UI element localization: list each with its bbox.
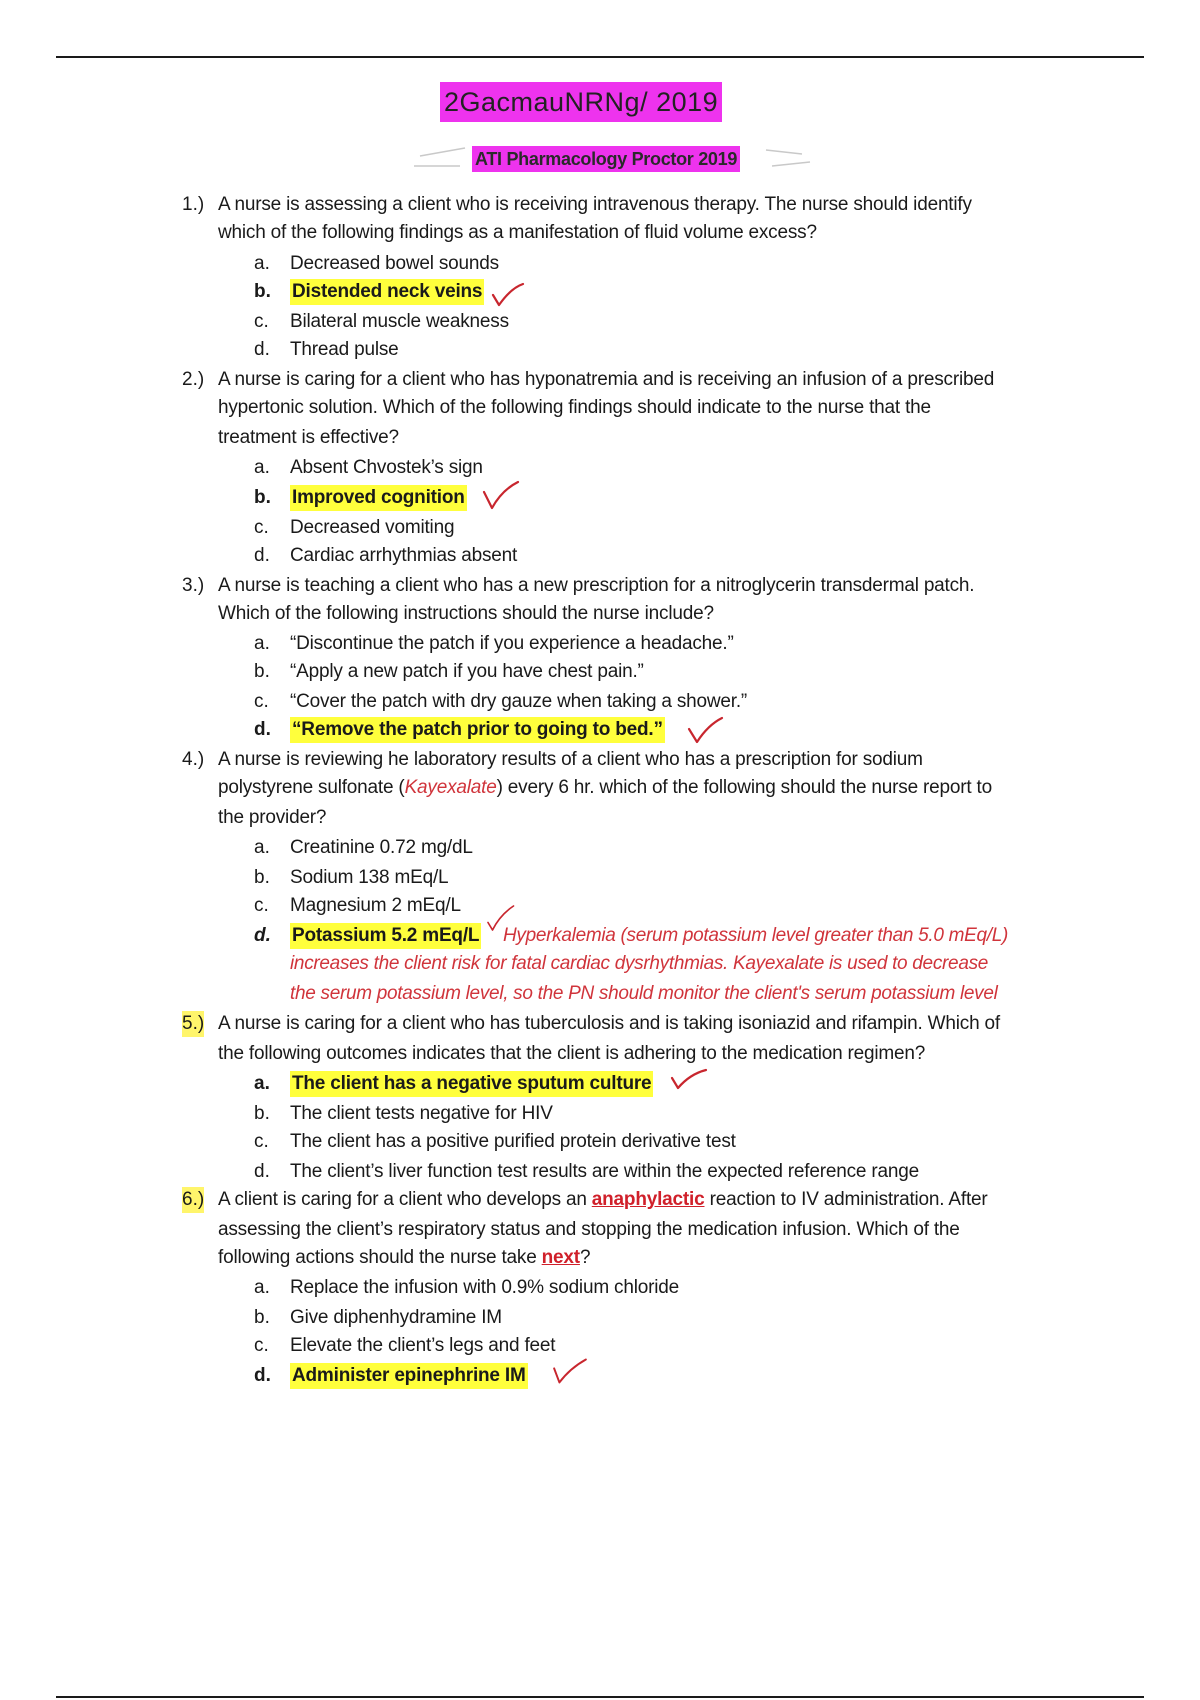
option-letter: c. [254, 895, 269, 916]
correct-answer: Administer epinephrine IM [290, 1363, 528, 1389]
option-text: Decreased bowel sounds [290, 253, 499, 274]
option-text: Decreased vomiting [290, 517, 455, 538]
question-number: 5.) [182, 1011, 204, 1037]
option-text: “Cover the patch with dry gauze when taking a shower.” [290, 691, 748, 712]
rationale-text: Hyperkalemia (serum potassium level greater than 5.0 mEq/L) [503, 925, 1009, 946]
option-letter: b. [254, 661, 270, 682]
option-text: Bilateral muscle weakness [290, 311, 509, 332]
correct-answer: Potassium 5.2 mEq/L [290, 923, 481, 949]
option-letter: a. [254, 1277, 270, 1298]
question-text: treatment is effective? [218, 427, 399, 448]
bottom-rule [56, 1696, 1144, 1698]
question-text: A nurse is teaching a client who has a new prescription for a nitroglycerin transdermal patch. [218, 575, 975, 596]
correct-answer: Distended neck veins [290, 279, 484, 305]
question-text: A client is caring for a client who develops an anaphylactic reaction to IV administration. After [218, 1189, 988, 1210]
correct-answer: “Remove the patch prior to going to bed.” [290, 717, 665, 743]
question-text: which of the following findings as a manifestation of fluid volume excess? [218, 222, 817, 243]
option-letter: d. [254, 925, 271, 946]
correct-answer: Improved cognition [290, 485, 467, 511]
correct-answer: The client has a negative sputum culture [290, 1071, 653, 1097]
drug-name: Kayexalate [404, 777, 497, 798]
checkmark-icon [668, 1066, 708, 1096]
question-text: hypertonic solution. Which of the following findings should indicate to the nurse that the [218, 397, 931, 418]
document-subtitle: ATI Pharmacology Proctor 2019 [472, 146, 740, 172]
option-text: Sodium 138 mEq/L [290, 867, 449, 888]
emphasized-word: next [541, 1247, 580, 1268]
option-letter: a. [254, 1073, 270, 1094]
option-letter: b. [254, 281, 271, 302]
option-letter: a. [254, 253, 270, 274]
question-number: 6.) [182, 1187, 204, 1213]
emphasized-word: anaphylactic [591, 1189, 705, 1210]
question-number: 3.) [182, 575, 205, 596]
option-text: Cardiac arrhythmias absent [290, 545, 518, 566]
option-text: Replace the infusion with 0.9% sodium chloride [290, 1277, 679, 1298]
option-letter: c. [254, 691, 269, 712]
option-text: Elevate the client’s legs and feet [290, 1335, 556, 1356]
question-text: A nurse is reviewing he laboratory results of a client who has a prescription for sodium [218, 749, 923, 770]
top-rule [56, 56, 1144, 58]
question-text: following actions should the nurse take next? [218, 1247, 591, 1268]
option-text: The client has a positive purified protein derivative test [290, 1131, 736, 1152]
option-letter: d. [254, 1161, 270, 1182]
option-letter: c. [254, 1335, 269, 1356]
question-number: 2.) [182, 369, 205, 390]
option-letter: d. [254, 1365, 271, 1386]
option-text: “Apply a new patch if you have chest pain.” [290, 661, 644, 682]
option-letter: c. [254, 517, 269, 538]
option-text: Creatinine 0.72 mg/dL [290, 837, 473, 858]
question-text: A nurse is assessing a client who is receiving intravenous therapy. The nurse should identify [218, 194, 972, 215]
option-text: Give diphenhydramine IM [290, 1307, 502, 1328]
question-text: Which of the following instructions should the nurse include? [218, 603, 714, 624]
checkmark-icon [550, 1356, 590, 1386]
option-letter: a. [254, 457, 270, 478]
option-letter: b. [254, 487, 271, 508]
question-text: A nurse is caring for a client who has tuberculosis and is taking isoniazid and rifampin. Which of [218, 1013, 1000, 1034]
question-text: the following outcomes indicates that the client is adhering to the medication regimen? [218, 1043, 926, 1064]
subtitle-right-decoration [762, 142, 822, 176]
option-text: “Discontinue the patch if you experience a headache.” [290, 633, 734, 654]
question-text: the provider? [218, 807, 327, 828]
checkmark-icon [489, 280, 529, 310]
checkmark-icon [480, 480, 520, 510]
option-letter: b. [254, 1103, 270, 1124]
question-number: 1.) [182, 194, 205, 215]
question-number: 4.) [182, 749, 205, 770]
option-text: The client tests negative for HIV [290, 1103, 553, 1124]
option-text: Absent Chvostek’s sign [290, 457, 483, 478]
question-text: A nurse is caring for a client who has hyponatremia and is receiving an infusion of a prescribed [218, 369, 995, 390]
checkmark-icon [686, 715, 726, 745]
document-title: 2GacmauNRNg/ 2019 [440, 82, 722, 122]
option-letter: c. [254, 1131, 269, 1152]
option-letter: c. [254, 311, 269, 332]
rationale-text: the serum potassium level, so the PN should monitor the client's serum potassium level [290, 983, 998, 1004]
question-text: polystyrene sulfonate (Kayexalate) every 6 hr. which of the following should the nurse report to [218, 777, 992, 798]
option-letter: d. [254, 719, 271, 740]
question-text: assessing the client’s respiratory status and stopping the medication infusion. Which of the [218, 1219, 960, 1240]
option-letter: d. [254, 339, 270, 360]
option-letter: d. [254, 545, 270, 566]
option-letter: a. [254, 633, 270, 654]
option-text: Magnesium 2 mEq/L [290, 895, 461, 916]
option-text: Thread pulse [290, 339, 399, 360]
option-letter: b. [254, 1307, 270, 1328]
option-letter: b. [254, 867, 270, 888]
option-text: The client’s liver function test results are within the expected reference range [290, 1161, 919, 1182]
option-letter: a. [254, 837, 270, 858]
rationale-text: increases the client risk for fatal cardiac dysrhythmias. Kayexalate is used to decrease [290, 953, 989, 974]
subtitle-left-decoration [410, 142, 470, 176]
